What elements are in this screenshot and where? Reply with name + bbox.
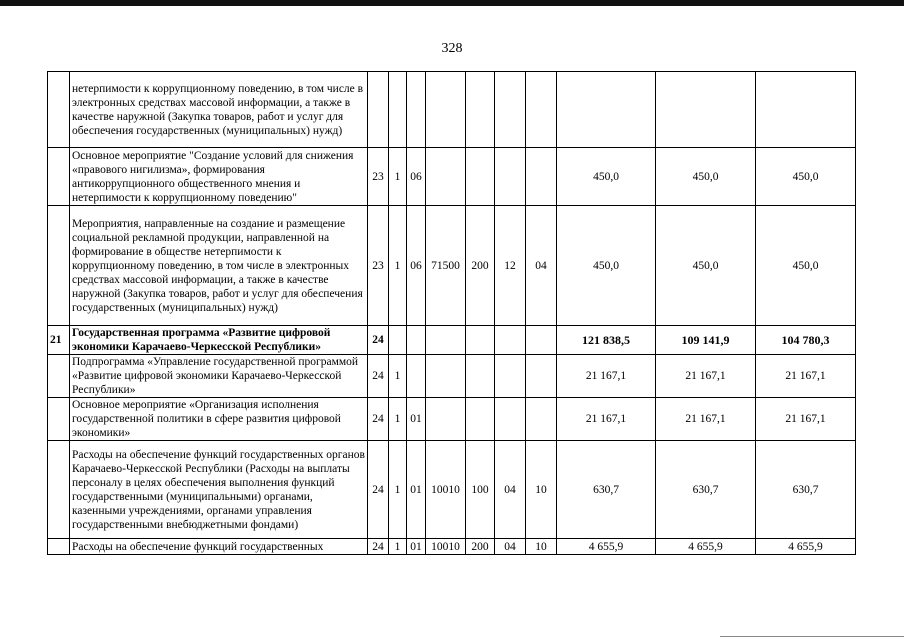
row-name-cell: Расходы на обеспечение функций государственных xyxy=(70,539,368,555)
section-code-cell xyxy=(495,148,526,206)
subprogram-code-cell xyxy=(389,326,407,355)
direction-code-cell: 71500 xyxy=(426,206,466,326)
row-index-cell xyxy=(48,539,70,555)
event-code-cell: 01 xyxy=(407,441,426,539)
expense-type-cell xyxy=(466,398,495,441)
amount-year3-cell: 450,0 xyxy=(756,148,856,206)
amount-year1-cell: 450,0 xyxy=(557,148,656,206)
program-code-cell: 23 xyxy=(368,206,389,326)
amount-year2-cell: 4 655,9 xyxy=(656,539,756,555)
table-body xyxy=(48,72,856,555)
row-index-cell xyxy=(48,148,70,206)
row-index-cell xyxy=(48,398,70,441)
row-name-cell: нетерпимости к коррупционному поведению, в том числе в электронных средствах массовой информации, а также в качестве наружной (Закупка товаров, работ и услуг для обеспечения государственных (муниципальных) нужд) xyxy=(70,72,368,148)
page-top-border xyxy=(0,0,904,6)
amount-year3-cell: 21 167,1 xyxy=(756,355,856,398)
subsection-code-cell xyxy=(526,72,557,148)
subsection-code-cell: 10 xyxy=(526,441,557,539)
event-code-cell xyxy=(407,355,426,398)
row-index-cell xyxy=(48,72,70,148)
amount-year2-cell: 630,7 xyxy=(656,441,756,539)
amount-year1-cell: 21 167,1 xyxy=(557,398,656,441)
subsection-code-cell xyxy=(526,355,557,398)
table-row xyxy=(48,398,856,441)
subsection-code-cell: 04 xyxy=(526,206,557,326)
scan-edge-mark xyxy=(720,636,904,637)
amount-year2-cell: 450,0 xyxy=(656,148,756,206)
section-code-cell xyxy=(495,355,526,398)
amount-year3-cell: 450,0 xyxy=(756,206,856,326)
subsection-code-cell: 10 xyxy=(526,539,557,555)
direction-code-cell: 10010 xyxy=(426,441,466,539)
amount-year1-cell: 121 838,5 xyxy=(557,326,656,355)
amount-year1-cell: 4 655,9 xyxy=(557,539,656,555)
amount-year1-cell: 450,0 xyxy=(557,206,656,326)
amount-year2-cell xyxy=(656,72,756,148)
direction-code-cell xyxy=(426,326,466,355)
direction-code-cell xyxy=(426,148,466,206)
program-code-cell: 24 xyxy=(368,326,389,355)
expense-type-cell xyxy=(466,355,495,398)
subprogram-code-cell: 1 xyxy=(389,355,407,398)
row-index-cell xyxy=(48,441,70,539)
program-code-cell xyxy=(368,72,389,148)
amount-year2-cell: 109 141,9 xyxy=(656,326,756,355)
expense-type-cell: 100 xyxy=(466,441,495,539)
amount-year3-cell: 630,7 xyxy=(756,441,856,539)
amount-year3-cell: 104 780,3 xyxy=(756,326,856,355)
section-code-cell: 04 xyxy=(495,539,526,555)
section-code-cell: 04 xyxy=(495,441,526,539)
event-code-cell: 01 xyxy=(407,539,426,555)
expense-type-cell: 200 xyxy=(466,206,495,326)
section-code-cell xyxy=(495,72,526,148)
subprogram-code-cell: 1 xyxy=(389,441,407,539)
row-index-cell xyxy=(48,206,70,326)
row-name-cell: Расходы на обеспечение функций государственных органов Карачаево-Черкесской Республики (Расходы на выплаты персоналу в целях обеспечения выполнения функций государственными (муниципальными) органами, казенными учреждениями, органами управления государственными внебюджетными фондами) xyxy=(70,441,368,539)
program-code-cell: 24 xyxy=(368,539,389,555)
program-code-cell: 24 xyxy=(368,441,389,539)
amount-year2-cell: 21 167,1 xyxy=(656,355,756,398)
table-row xyxy=(48,72,856,148)
page-number: 328 xyxy=(441,41,463,56)
table-row xyxy=(48,206,856,326)
row-name-cell: Мероприятия, направленные на создание и размещение социальной рекламной продукции, направленной на формирование в обществе нетерпимости к коррупционному поведению, в том числе в электронных средствах массовой информации, а также в качестве наружной (Закупка товаров, работ и услуг для обеспечения государственных (муниципальных) нужд) xyxy=(70,206,368,326)
direction-code-cell: 10010 xyxy=(426,539,466,555)
section-code-cell: 12 xyxy=(495,206,526,326)
event-code-cell xyxy=(407,326,426,355)
row-name-cell: Основное мероприятие "Создание условий для снижения «правового нигилизма», формирования антикоррупционного общественного мнения и нетерпимости к коррупционному поведению" xyxy=(70,148,368,206)
amount-year1-cell: 630,7 xyxy=(557,441,656,539)
event-code-cell: 01 xyxy=(407,398,426,441)
event-code-cell xyxy=(407,72,426,148)
row-name-cell: Государственная программа «Развитие цифровой экономики Карачаево-Черкесской Республики» xyxy=(70,326,368,355)
direction-code-cell xyxy=(426,398,466,441)
table-row xyxy=(48,355,856,398)
table-row xyxy=(48,441,856,539)
row-index-cell: 21 xyxy=(48,326,70,355)
subsection-code-cell xyxy=(526,148,557,206)
subprogram-code-cell: 1 xyxy=(389,539,407,555)
amount-year3-cell: 4 655,9 xyxy=(756,539,856,555)
program-code-cell: 24 xyxy=(368,355,389,398)
amount-year3-cell xyxy=(756,72,856,148)
table-row xyxy=(48,148,856,206)
row-index-cell xyxy=(48,355,70,398)
subprogram-code-cell: 1 xyxy=(389,398,407,441)
table-row xyxy=(48,539,856,555)
program-code-cell: 24 xyxy=(368,398,389,441)
section-code-cell xyxy=(495,398,526,441)
event-code-cell: 06 xyxy=(407,206,426,326)
expense-type-cell: 200 xyxy=(466,539,495,555)
budget-table xyxy=(47,71,856,555)
amount-year1-cell xyxy=(557,72,656,148)
subprogram-code-cell: 1 xyxy=(389,148,407,206)
amount-year3-cell: 21 167,1 xyxy=(756,398,856,441)
expense-type-cell xyxy=(466,72,495,148)
amount-year2-cell: 21 167,1 xyxy=(656,398,756,441)
event-code-cell: 06 xyxy=(407,148,426,206)
program-code-cell: 23 xyxy=(368,148,389,206)
direction-code-cell xyxy=(426,72,466,148)
subsection-code-cell xyxy=(526,398,557,441)
subprogram-code-cell: 1 xyxy=(389,206,407,326)
table-row xyxy=(48,326,856,355)
subsection-code-cell xyxy=(526,326,557,355)
expense-type-cell xyxy=(466,148,495,206)
direction-code-cell xyxy=(426,355,466,398)
amount-year1-cell: 21 167,1 xyxy=(557,355,656,398)
amount-year2-cell: 450,0 xyxy=(656,206,756,326)
subprogram-code-cell xyxy=(389,72,407,148)
section-code-cell xyxy=(495,326,526,355)
expense-type-cell xyxy=(466,326,495,355)
row-name-cell: Подпрограмма «Управление государственной программой «Развитие цифровой экономики Карачаево-Черкесской Республики» xyxy=(70,355,368,398)
row-name-cell: Основное мероприятие «Организация исполнения государственной политики в сфере развития цифровой экономики» xyxy=(70,398,368,441)
